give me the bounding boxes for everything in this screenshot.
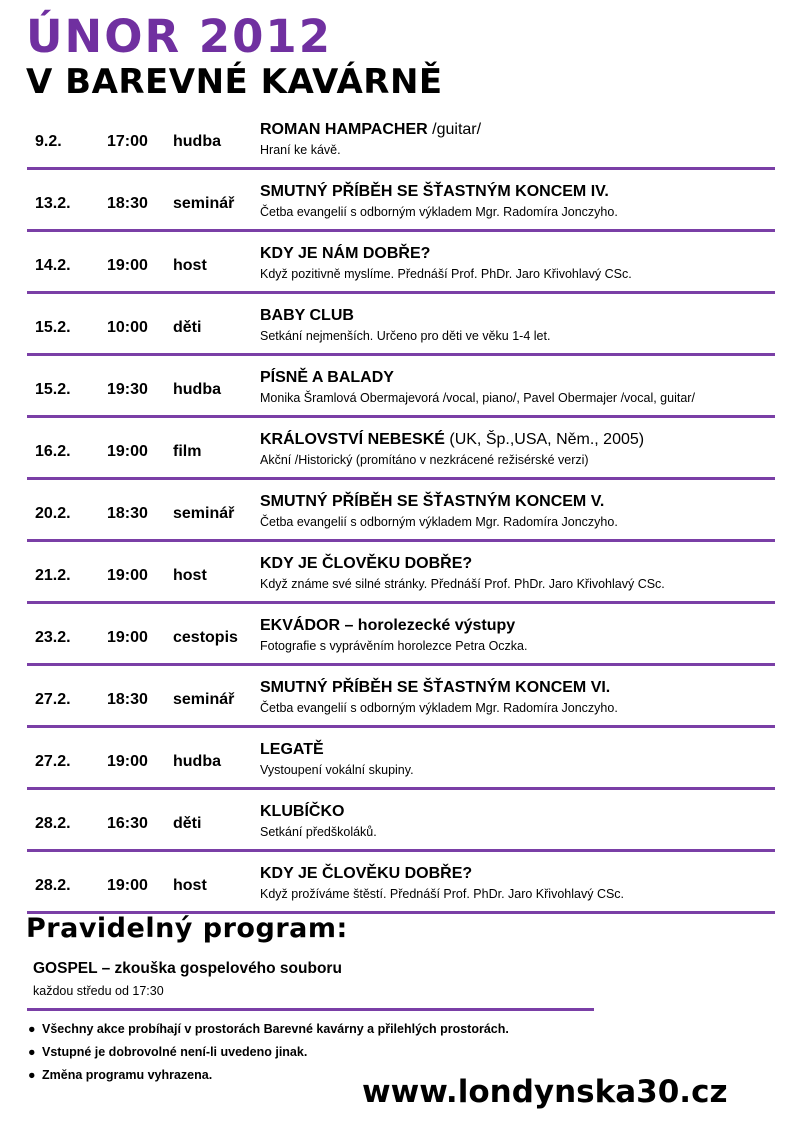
event-title (260, 368, 394, 387)
event-date: 9.2. (35, 133, 62, 150)
event-row (27, 232, 775, 294)
event-row (27, 542, 775, 604)
event-title-main: ROMAN HAMPACHER (260, 121, 428, 138)
event-title (260, 306, 354, 325)
event-time: 19:00 (107, 629, 148, 646)
event-title-extra: (UK, Šp.,USA, Něm., 2005) (444, 431, 645, 448)
event-description: Když známe své silné stránky. Přednáší Prof. PhDr. Jaro Křivohlavý CSc. (260, 577, 665, 591)
regular-program-description: každou středu od 17:30 (33, 984, 164, 998)
event-date: 27.2. (35, 691, 71, 708)
event-date: 14.2. (35, 257, 71, 274)
regular-program-title: GOSPEL – zkouška gospelového souboru (33, 960, 342, 977)
event-row (27, 108, 775, 170)
event-title-main: KLUBÍČKO (260, 803, 345, 820)
event-category: host (173, 567, 207, 584)
event-list (27, 108, 775, 914)
event-title (260, 554, 472, 573)
event-title (260, 182, 609, 201)
event-description: Fotografie s vyprávěním horolezce Petra Oczka. (260, 639, 528, 653)
event-row (27, 728, 775, 790)
event-description: Četba evangelií s odborným výkladem Mgr. Radomíra Jonczyho. (260, 515, 618, 529)
event-title-main: SMUTNÝ PŘÍBĚH SE ŠŤASTNÝM KONCEM VI. (260, 679, 611, 696)
bullet-icon: ● (28, 1068, 36, 1082)
event-title-main: BABY CLUB (260, 307, 354, 324)
event-date: 21.2. (35, 567, 71, 584)
website-url: www.londynska30.cz (362, 1074, 728, 1110)
event-row (27, 480, 775, 542)
event-title (260, 864, 472, 883)
event-category: seminář (173, 691, 235, 708)
event-description: Setkání předškoláků. (260, 825, 377, 839)
event-description: Monika Šramlová Obermajevorá /vocal, piano/, Pavel Obermajer /vocal, guitar/ (260, 391, 695, 405)
event-description: Setkání nejmenších. Určeno pro děti ve věku 1-4 let. (260, 329, 551, 343)
event-row (27, 604, 775, 666)
event-row (27, 418, 775, 480)
event-description: Když prožíváme štěstí. Přednáší Prof. PhDr. Jaro Křivohlavý CSc. (260, 887, 625, 901)
event-description: Hraní ke kávě. (260, 143, 341, 157)
event-title-main: KDY JE ČLOVĚKU DOBŘE? (260, 865, 473, 882)
event-time: 19:00 (107, 257, 148, 274)
note-item (28, 1021, 509, 1037)
event-row (27, 294, 775, 356)
event-date: 28.2. (35, 815, 71, 832)
event-date: 23.2. (35, 629, 71, 646)
event-description: Když pozitivně myslíme. Přednáší Prof. PhDr. Jaro Křivohlavý CSc. (260, 267, 632, 281)
event-time: 18:30 (107, 195, 148, 212)
event-description: Akční /Historický (promítáno v nezkrácené režisérské verzi) (260, 453, 589, 467)
event-time: 16:30 (107, 815, 148, 832)
event-date: 15.2. (35, 319, 71, 336)
event-title-main: EKVÁDOR – horolezecké výstupy (260, 617, 516, 634)
event-date: 28.2. (35, 877, 71, 894)
event-title (260, 678, 610, 697)
event-title-main: LEGATĚ (260, 741, 324, 758)
event-category: děti (173, 319, 202, 336)
event-category: děti (173, 815, 202, 832)
event-time: 10:00 (107, 319, 148, 336)
event-time: 19:00 (107, 443, 148, 460)
event-title-extra: /guitar/ (427, 121, 482, 138)
event-title-main: PÍSNĚ A BALADY (260, 369, 394, 386)
event-time: 19:30 (107, 381, 148, 398)
event-date: 27.2. (35, 753, 71, 770)
event-category: host (173, 257, 207, 274)
event-title-main: KDY JE ČLOVĚKU DOBŘE? (260, 555, 473, 572)
event-category: seminář (173, 505, 235, 522)
event-time: 19:00 (107, 567, 148, 584)
note-text: Vstupné je dobrovolné není-li uvedeno jinak. (42, 1045, 308, 1059)
bullet-icon: ● (28, 1045, 36, 1059)
event-description: Vystoupení vokální skupiny. (260, 763, 414, 777)
event-category: hudba (173, 133, 221, 150)
event-title-main: KRÁLOVSTVÍ NEBESKÉ (260, 431, 445, 448)
event-row (27, 852, 775, 914)
event-category: cestopis (173, 629, 238, 646)
event-category: hudba (173, 381, 221, 398)
event-date: 13.2. (35, 195, 71, 212)
event-time: 17:00 (107, 133, 148, 150)
event-description: Četba evangelií s odborným výkladem Mgr. Radomíra Jonczyho. (260, 205, 618, 219)
event-title (260, 740, 324, 759)
event-title-main: KDY JE NÁM DOBŘE? (260, 245, 431, 262)
event-time: 18:30 (107, 505, 148, 522)
event-title (260, 616, 515, 635)
event-title (260, 120, 481, 139)
event-time: 19:00 (107, 753, 148, 770)
page-subtitle: V BAREVNÉ KAVÁRNĚ (26, 62, 443, 102)
event-category: seminář (173, 195, 235, 212)
note-text: Změna programu vyhrazena. (42, 1068, 213, 1082)
event-category: hudba (173, 753, 221, 770)
event-title (260, 430, 644, 449)
event-row (27, 356, 775, 418)
bullet-icon: ● (28, 1022, 36, 1036)
event-date: 20.2. (35, 505, 71, 522)
event-category: film (173, 443, 202, 460)
event-row (27, 790, 775, 852)
event-row (27, 666, 775, 728)
event-time: 18:30 (107, 691, 148, 708)
note-item (28, 1044, 509, 1060)
note-text: Všechny akce probíhají v prostorách Barevné kavárny a přilehlých prostorách. (42, 1022, 509, 1036)
event-title (260, 244, 430, 263)
event-date: 16.2. (35, 443, 71, 460)
event-category: host (173, 877, 207, 894)
event-title (260, 492, 604, 511)
event-title-main: SMUTNÝ PŘÍBĚH SE ŠŤASTNÝM KONCEM V. (260, 493, 605, 510)
event-title (260, 802, 344, 821)
page-title: ÚNOR 2012 (26, 10, 333, 63)
event-description: Četba evangelií s odborným výkladem Mgr. Radomíra Jonczyho. (260, 701, 618, 715)
divider (27, 1008, 594, 1011)
event-title-main: SMUTNÝ PŘÍBĚH SE ŠŤASTNÝM KONCEM IV. (260, 183, 609, 200)
event-date: 15.2. (35, 381, 71, 398)
event-time: 19:00 (107, 877, 148, 894)
event-row (27, 170, 775, 232)
regular-program-heading: Pravidelný program: (26, 913, 348, 944)
